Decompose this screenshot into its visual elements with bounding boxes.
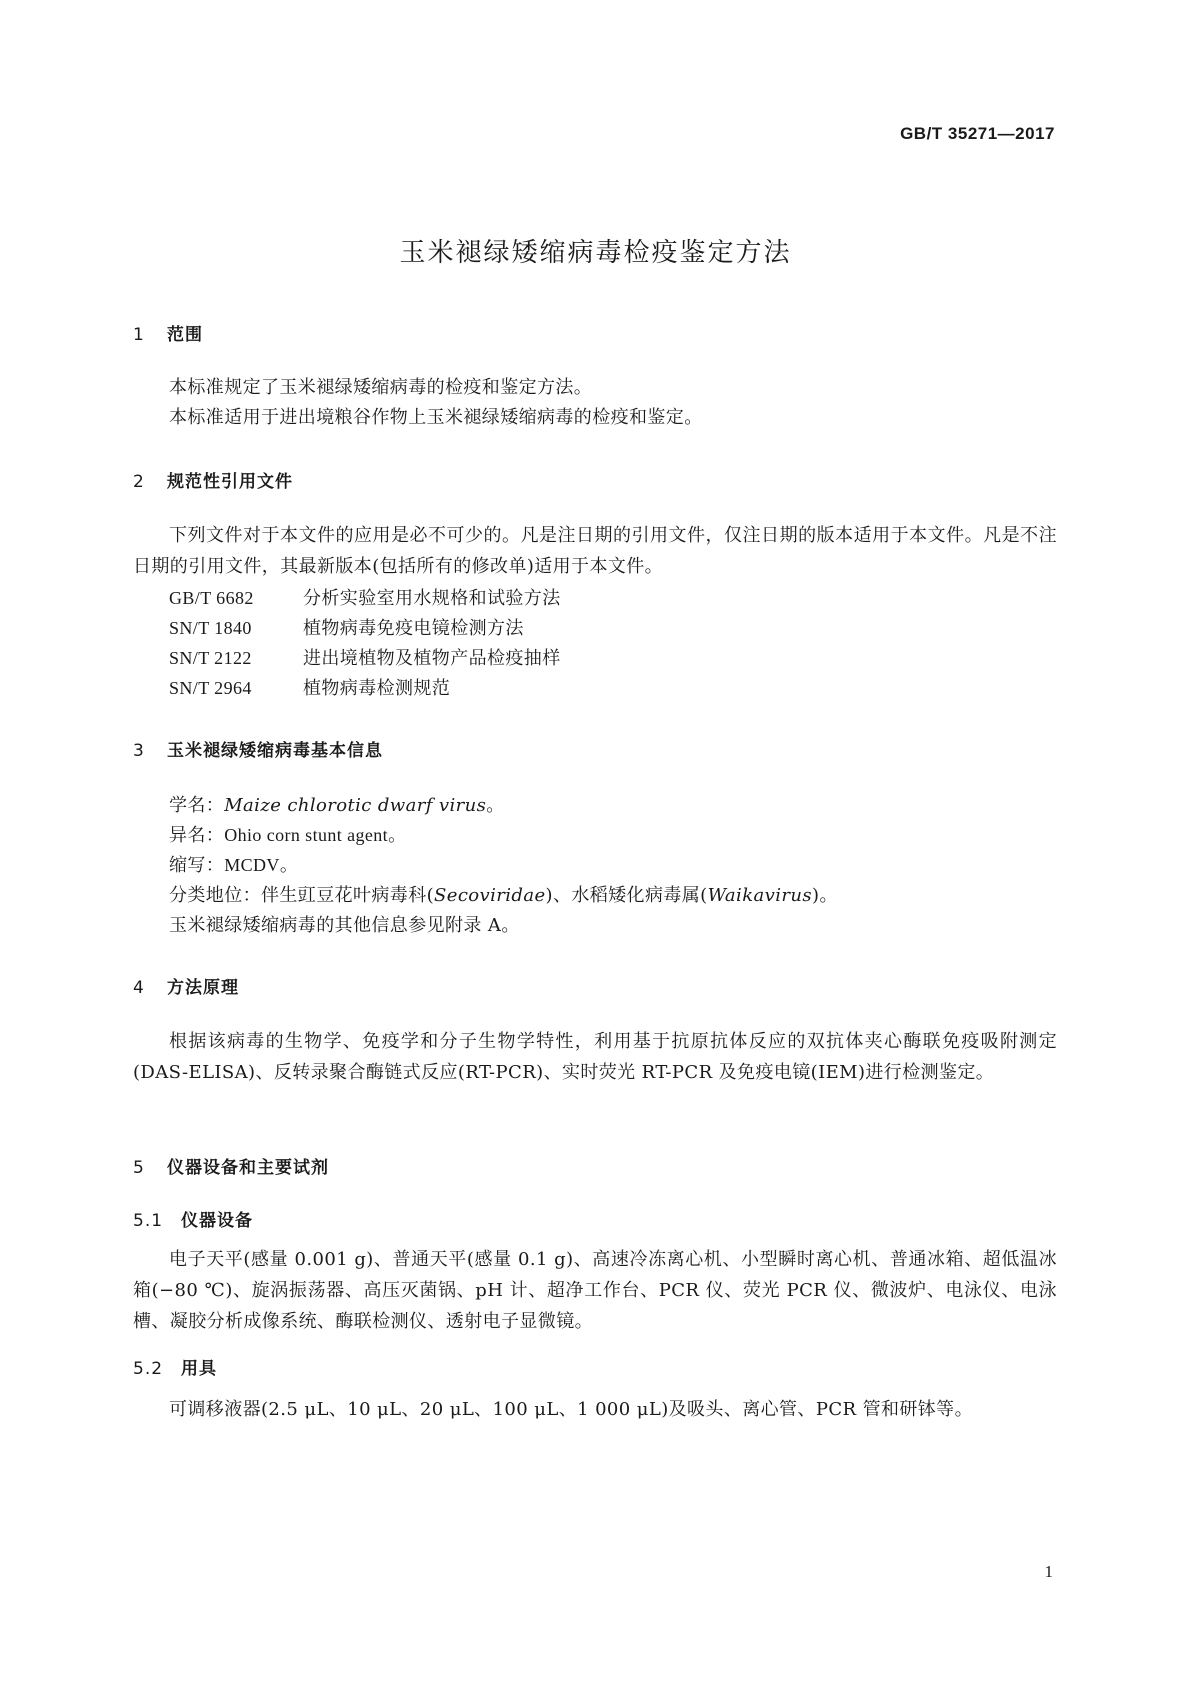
reference-item xyxy=(169,584,561,610)
section-3-heading xyxy=(133,736,383,761)
reference-code: SN/T 2122 xyxy=(169,648,252,668)
section-title: 仪器设备和主要试剂 xyxy=(167,1158,329,1178)
section-2-heading xyxy=(133,467,293,492)
section-5-1-heading xyxy=(133,1206,253,1231)
reference-code: SN/T 2964 xyxy=(169,678,252,698)
reference-code: GB/T 6682 xyxy=(169,588,254,608)
abbreviation-line xyxy=(169,851,298,877)
more-info-line: 玉米褪绿矮缩病毒的其他信息参见附录 A。 xyxy=(169,915,520,936)
abbreviation: MCDV xyxy=(224,855,280,875)
punct: 。 xyxy=(279,855,299,876)
section-title: 玉米褪绿矮缩病毒基本信息 xyxy=(167,741,383,761)
genus-latin: Waikavirus xyxy=(707,885,813,906)
section-title: 规范性引用文件 xyxy=(167,472,293,492)
section-1-para-1: 本标准规定了玉米褪绿矮缩病毒的检疫和鉴定方法。 xyxy=(169,377,593,398)
section-number: 5.2 xyxy=(133,1359,164,1379)
document-title: 玉米褪绿矮缩病毒检疫鉴定方法 xyxy=(399,238,792,268)
section-number: 1 xyxy=(133,325,145,345)
taxonomy-label: 分类地位： xyxy=(169,885,261,906)
reference-code: SN/T 1840 xyxy=(169,618,252,638)
reference-title: 植物病毒检测规范 xyxy=(303,678,451,699)
section-4-heading xyxy=(133,973,239,998)
section-title: 用具 xyxy=(181,1359,217,1379)
section-title: 方法原理 xyxy=(167,978,239,998)
section-5-2-heading xyxy=(133,1354,217,1379)
alias-name: Ohio corn stunt agent xyxy=(224,825,389,845)
section-5-2-para-1: 可调移液器(2.5 μL、10 μL、20 μL、100 μL、1 000 μL)及吸头、离心管、PCR 管和研钵等。 xyxy=(169,1399,973,1420)
section-1-heading xyxy=(133,320,203,345)
section-number: 2 xyxy=(133,472,145,492)
scientific-name: Maize chlorotic dwarf virus xyxy=(224,795,487,816)
page-number: 1 xyxy=(1044,1562,1053,1581)
section-number: 5.1 xyxy=(133,1211,164,1231)
reference-item xyxy=(169,644,561,670)
scientific-name-line xyxy=(169,791,505,817)
punct: 。 xyxy=(486,795,505,816)
family-latin: Secoviridae xyxy=(434,885,546,906)
punct: 。 xyxy=(388,825,407,846)
section-1-para-2: 本标准适用于进出境粮谷作物上玉米褪绿矮缩病毒的检疫和鉴定。 xyxy=(169,407,703,428)
section-number: 5 xyxy=(133,1158,145,1178)
section-number: 3 xyxy=(133,741,145,761)
alias-line xyxy=(169,821,406,847)
reference-title: 植物病毒免疫电镜检测方法 xyxy=(303,618,524,639)
reference-title: 分析实验室用水规格和试验方法 xyxy=(303,588,561,609)
family-cn: 伴生豇豆花叶病毒科( xyxy=(261,885,435,906)
section-number: 4 xyxy=(133,978,145,998)
section-title: 范围 xyxy=(167,325,203,345)
scientific-name-label: 学名： xyxy=(169,795,225,816)
section-4-para-1: 根据该病毒的生物学、免疫学和分子生物学特性，利用基于抗原抗体反应的双抗体夹心酶联免疫吸附测定(DAS-ELISA)、反转录聚合酶链式反应(RT-PCR)、实时荧光 RT-PCR 及免疫电镜(IEM)进行检测鉴定。 xyxy=(133,1031,1057,1083)
standard-code: GB/T 35271—2017 xyxy=(900,124,1055,143)
alias-label: 异名： xyxy=(169,825,225,846)
genus-cn: )、水稻矮化病毒属( xyxy=(545,885,708,906)
punct: )。 xyxy=(812,885,838,906)
reference-title: 进出境植物及植物产品检疫抽样 xyxy=(303,648,561,669)
section-5-1-para-1: 电子天平(感量 0.001 g)、普通天平(感量 0.1 g)、高速冷冻离心机、小型瞬时离心机、普通冰箱、超低温冰箱(−80 ℃)、旋涡振荡器、高压灭菌锅、pH 计、超净工作台、PCR 仪、荧光 PCR 仪、微波炉、电泳仪、电泳槽、凝胶分析成像系统、酶联检测仪、透射电子显微镜。 xyxy=(133,1249,1057,1332)
section-5-heading xyxy=(133,1153,329,1178)
abbreviation-label: 缩写： xyxy=(169,855,225,876)
section-title: 仪器设备 xyxy=(181,1211,253,1231)
reference-item xyxy=(169,674,450,700)
section-2-para-1: 下列文件对于本文件的应用是必不可少的。凡是注日期的引用文件，仅注日期的版本适用于本文件。凡是不注日期的引用文件，其最新版本(包括所有的修改单)适用于本文件。 xyxy=(133,525,1057,577)
taxonomy-line xyxy=(169,881,838,907)
reference-item xyxy=(169,614,524,640)
